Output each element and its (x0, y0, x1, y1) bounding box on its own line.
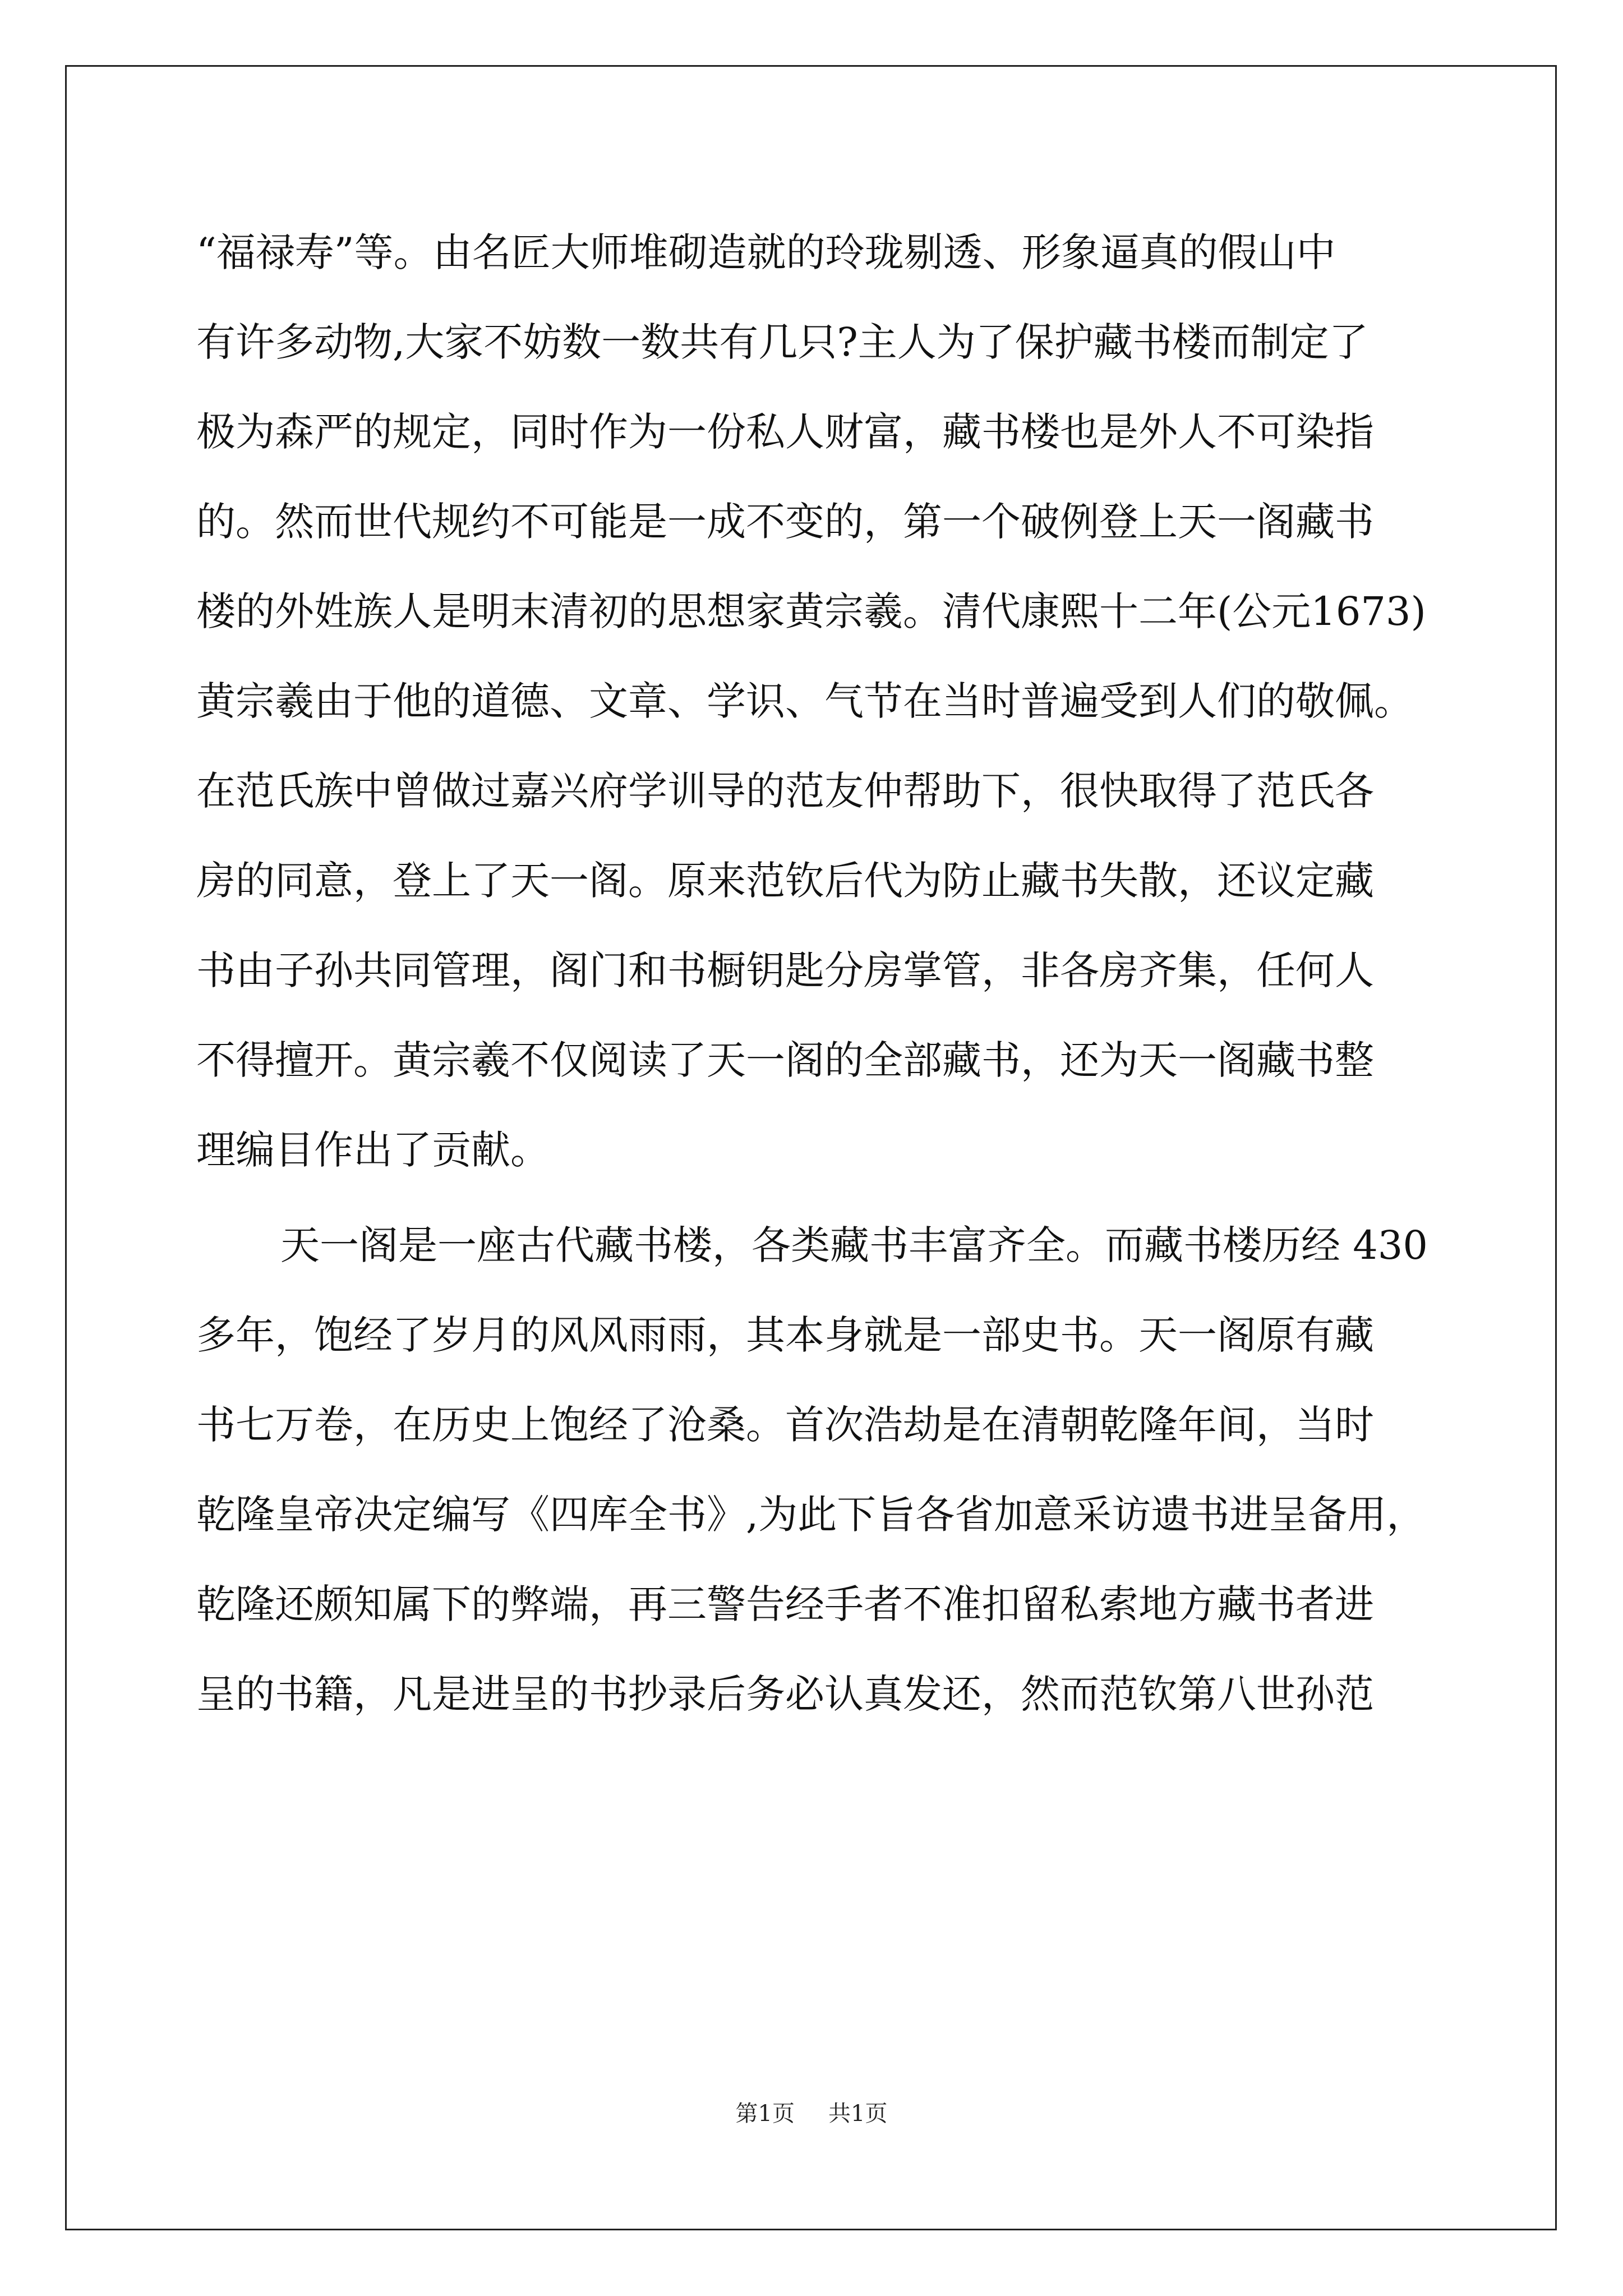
paragraph-first-line: 天一阁是一座古代藏书楼，各类藏书丰富齐全。而藏书楼历经 430 (280, 1222, 1428, 1268)
text-line: 楼的外姓族人是明末清初的思想家黄宗羲。清代康熙十二年(公元1673) (196, 588, 1426, 634)
page-footer (0, 2097, 1623, 2131)
text-line: 的。然而世代规约不可能是一成不变的，第一个破例登上天一阁藏书 (196, 499, 1374, 545)
text-line: 乾隆还颇知属下的弊端，再三警告经手者不准扣留私索地方藏书者进 (196, 1581, 1374, 1627)
text-line: 理编目作出了贡献。 (196, 1127, 550, 1173)
text-line: 书七万卷，在历史上饱经了沧桑。首次浩劫是在清朝乾隆年间，当时 (196, 1402, 1374, 1448)
text-line: 有许多动物,大家不妨数一数共有几只?主人为了保护藏书楼而制定了 (196, 319, 1368, 365)
page-number: 第1页 (735, 2101, 795, 2127)
text-line: 多年，饱经了岁月的风风雨雨，其本身就是一部史书。天一阁原有藏 (196, 1312, 1374, 1358)
text-line: 呈的书籍，凡是进呈的书抄录后务必认真发还，然而范钦第八世孙范 (196, 1671, 1374, 1717)
text-line: 黄宗羲由于他的道德、文章、学识、气节在当时普遍受到人们的敬佩。 (196, 678, 1413, 724)
text-line: 在范氏族中曾做过嘉兴府学训导的范友仲帮助下，很快取得了范氏各 (196, 768, 1374, 814)
text-line: 房的同意，登上了天一阁。原来范钦后代为防止藏书失散，还议定藏 (196, 858, 1374, 904)
text-line: 极为森严的规定，同时作为一份私人财富，藏书楼也是外人不可染指 (196, 409, 1374, 455)
text-line: 书由子孙共同管理，阁门和书橱钥匙分房掌管，非各房齐集，任何人 (196, 947, 1374, 993)
page-total: 共1页 (828, 2101, 888, 2127)
text-line: 不得擅开。黄宗羲不仅阅读了天一阁的全部藏书，还为天一阁藏书整 (196, 1037, 1374, 1083)
text-line: 乾隆皇帝决定编写《四库全书》,为此下旨各省加意采访遗书进呈备用， (196, 1492, 1426, 1538)
text-line: “福禄寿”等。由名匠大师堆砌造就的玲珑剔透、形象逼真的假山中 (196, 229, 1336, 275)
